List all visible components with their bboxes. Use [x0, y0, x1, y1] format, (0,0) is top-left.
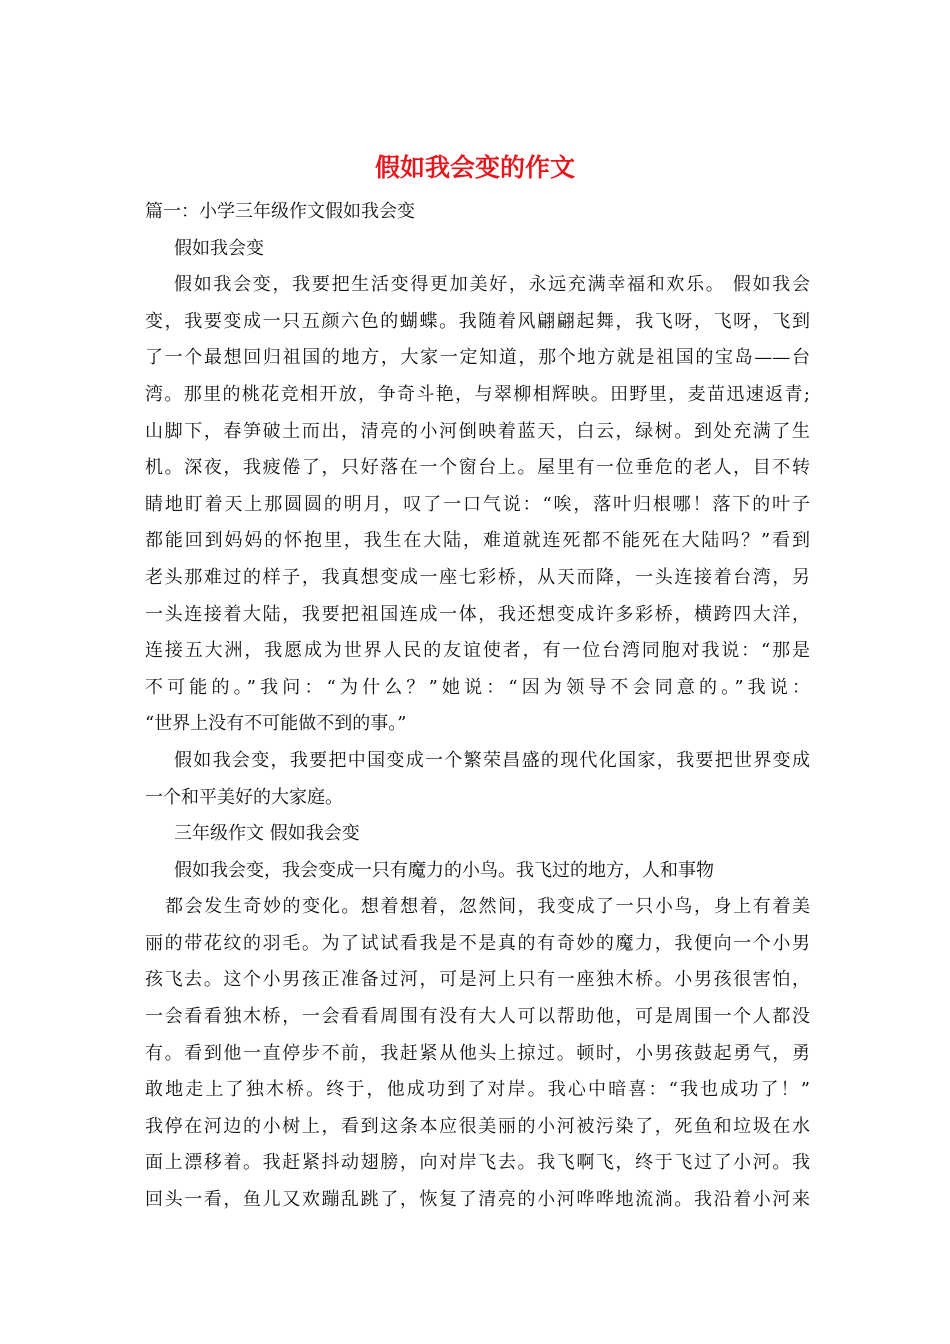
text-line: 不可能的。”我问：“为什么？”她说：“因为领导不会同意的。”我说： [145, 676, 810, 698]
text-line: 都能回到妈妈的怀抱里，我生在大陆，难道就连死都不能死在大陆吗？”看到 [145, 530, 810, 552]
document-body [145, 194, 810, 1219]
section-heading: 篇一：小学三年级作文假如我会变 [145, 201, 415, 222]
text-line: 假如我会变，我要把生活变得更加美好，永远充满幸福和欢乐。 假如我会 [174, 274, 810, 296]
text-line: 假如我会变，我会变成一只有魔力的小鸟。我飞过的地方，人和事物 [174, 859, 714, 881]
text-line: 有。看到他一直停步不前，我赶紧从他头上掠过。顿时，小男孩鼓起勇气，勇 [145, 1042, 810, 1064]
text-line: 我停在河边的小树上，看到这条本应很美丽的小河被污染了，死鱼和垃圾在水 [145, 1115, 810, 1137]
page-title: 假如我会变的作文 [374, 153, 575, 182]
text-line: 山脚下，春笋破土而出，清亮的小河倒映着蓝天，白云，绿树。到处充满了生 [145, 420, 810, 442]
essay-subtitle: 假如我会变 [174, 237, 264, 259]
text-line: 湾。那里的桃花竞相开放，争奇斗艳，与翠柳相辉映。田野里，麦苗迅速返青; [145, 383, 810, 405]
text-line: “世界上没有不可能做不到的事。” [145, 713, 407, 735]
text-line: 一个和平美好的大家庭。 [145, 786, 343, 808]
text-line: 面上漂移着。我赶紧抖动翅膀，向对岸飞去。我飞啊飞，终于飞过了小河。我 [145, 1152, 810, 1174]
text-line: 老头那难过的样子，我真想变成一座七彩桥，从天而降，一头连接着台湾，另 [145, 566, 810, 588]
text-line: 都会发生奇妙的变化。想着想着，忽然间，我变成了一只小鸟，身上有着美 [165, 896, 810, 918]
text-line: 敢地走上了独木桥。终于，他成功到了对岸。我心中暗喜：“我也成功了！” [145, 1079, 810, 1101]
essay-subtitle: 三年级作文 假如我会变 [174, 823, 360, 845]
text-line: 机。深夜，我疲倦了，只好落在一个窗台上。屋里有一位垂危的老人，目不转 [145, 457, 810, 479]
text-line: 一头连接着大陆，我要把祖国连成一体，我还想变成许多彩桥，横跨四大洋， [145, 603, 810, 625]
text-line: 了一个最想回归祖国的地方，大家一定知道，那个地方就是祖国的宝岛——台 [145, 347, 810, 369]
text-line: 假如我会变，我要把中国变成一个繁荣昌盛的现代化国家，我要把世界变成 [174, 749, 810, 771]
text-line: 丽的带花纹的羽毛。为了试试看我是不是真的有奇妙的魔力，我便向一个小男 [145, 932, 810, 954]
text-line: 连接五大洲，我愿成为世界人民的友谊使者，有一位台湾同胞对我说：“那是 [145, 640, 810, 662]
text-line: 变，我要变成一只五颜六色的蝴蝶。我随着风翩翩起舞，我飞呀，飞呀，飞到 [145, 310, 810, 332]
text-line: 回头一看，鱼儿又欢蹦乱跳了，恢复了清亮的小河哗哗地流淌。我沿着小河来 [145, 1189, 810, 1211]
text-line: 睛地盯着天上那圆圆的明月，叹了一口气说：“唉，落叶归根哪！落下的叶子 [145, 493, 810, 515]
text-line: 一会看看独木桥，一会看看周围有没有大人可以帮助他，可是周围一个人都没 [145, 1006, 810, 1028]
text-line: 孩飞去。这个小男孩正准备过河，可是河上只有一座独木桥。小男孩很害怕， [145, 969, 810, 991]
